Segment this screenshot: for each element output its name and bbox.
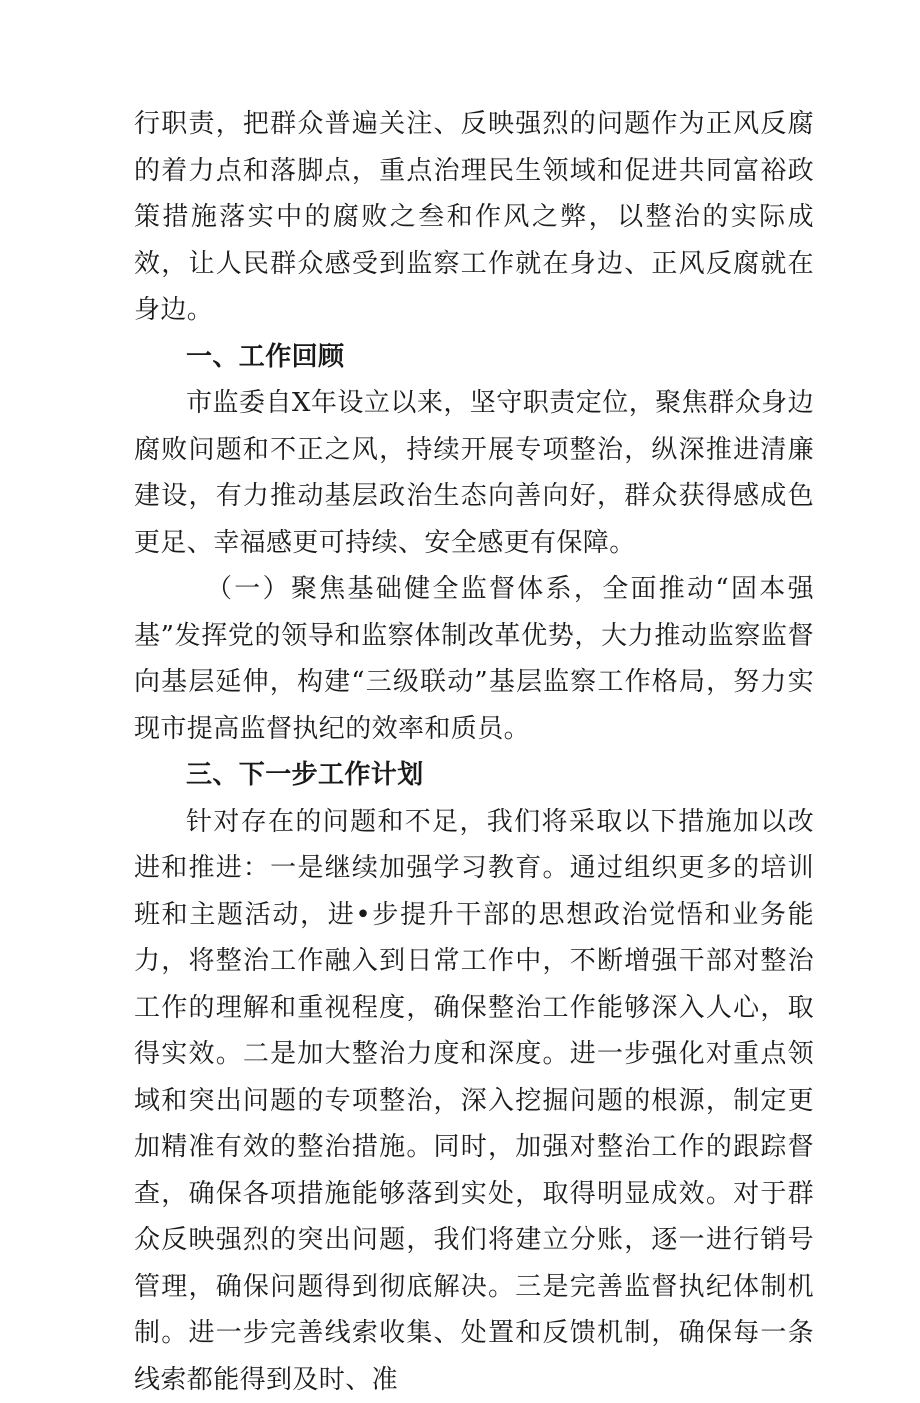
- subsection-paragraph: （一）聚焦基础健全监督体系，全面推动“固本强基”发挥党的领导和监察体制改革优势，大力推动监察监督向基层延伸，构建“三级联动”基层监察工作格局，努力实现市提高监督执纪的效率和质员。: [134, 566, 814, 752]
- review-paragraph: 市监委自X年设立以来，坚守职责定位，聚焦群众身边腐败问题和不正之风，持续开展专项整治，纵深推进清廉建设，有力推动基层政治生态向善向好，群众获得感成色更足、幸福感更可持续、安全感更有保障。: [134, 380, 814, 566]
- section-heading-review: 一、工作回顾: [134, 334, 814, 381]
- section-heading-plan: 三、下一步工作计划: [134, 752, 814, 799]
- intro-paragraph: 行职责，把群众普遍关注、反映强烈的问题作为正风反腐的着力点和落脚点，重点治理民生领域和促进共同富裕政策措施落实中的腐败之叁和作风之弊，以整治的实际成效，让人民群众感受到监察工作就在身边、正风反腐就在身边。: [134, 101, 814, 334]
- plan-paragraph: 针对存在的问题和不足，我们将采取以下措施加以改进和推进：一是继续加强学习教育。通过组织更多的培训班和主题活动，进•步提升干部的思想政治觉悟和业务能力，将整治工作融入到日常工作中，不断增强干部对整治工作的理解和重视程度，确保整治工作能够深入人心，取得实效。二是加大整治力度和深度。进一步强化对重点领域和突出问题的专项整治，深入挖掘问题的根源，制定更加精准有效的整治措施。同时，加强对整治工作的跟踪督查，确保各项措施能够落到实处，取得明显成效。对于群众反映强烈的突出问题，我们将建立分账，逐一进行销号管理，确保问题得到彻底解决。三是完善监督执纪体制机制。进一步完善线索收集、处置和反馈机制，确保每一条线索都能得到及时、准: [134, 799, 814, 1403]
